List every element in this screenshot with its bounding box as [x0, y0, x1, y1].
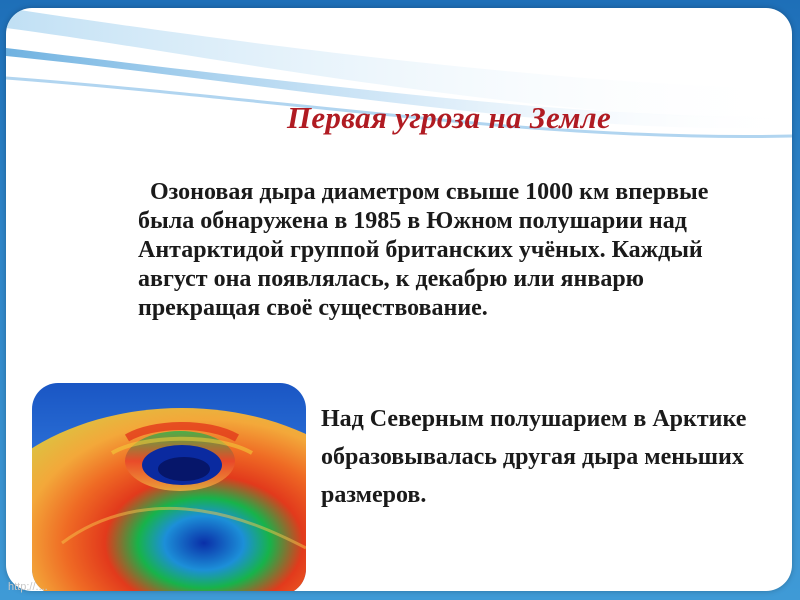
- slide-frame: [6, 8, 792, 591]
- ozone-hole-image: [32, 383, 306, 591]
- ozone-hole-map-icon: [32, 383, 306, 591]
- paragraph-northern-hole: Над Северным полушарием в Арктике образовывалась другая дыра меньших размеров.: [321, 406, 747, 508]
- paragraph-southern-hole: [138, 178, 768, 323]
- watermark-url: http://....: [8, 581, 48, 593]
- paragraph-1-text: Озоновая дыра диаметром свыше 1000 км впервые была обнаружена в 1985 в Южном полушарии над Антарктидой группой британских учёных. Каждый август она появлялась, к декабрю или январю прекращая своё существование.: [138, 179, 709, 321]
- slide-title: Первая угроза на Земле: [286, 100, 612, 135]
- header-swoosh-decoration: [6, 8, 792, 168]
